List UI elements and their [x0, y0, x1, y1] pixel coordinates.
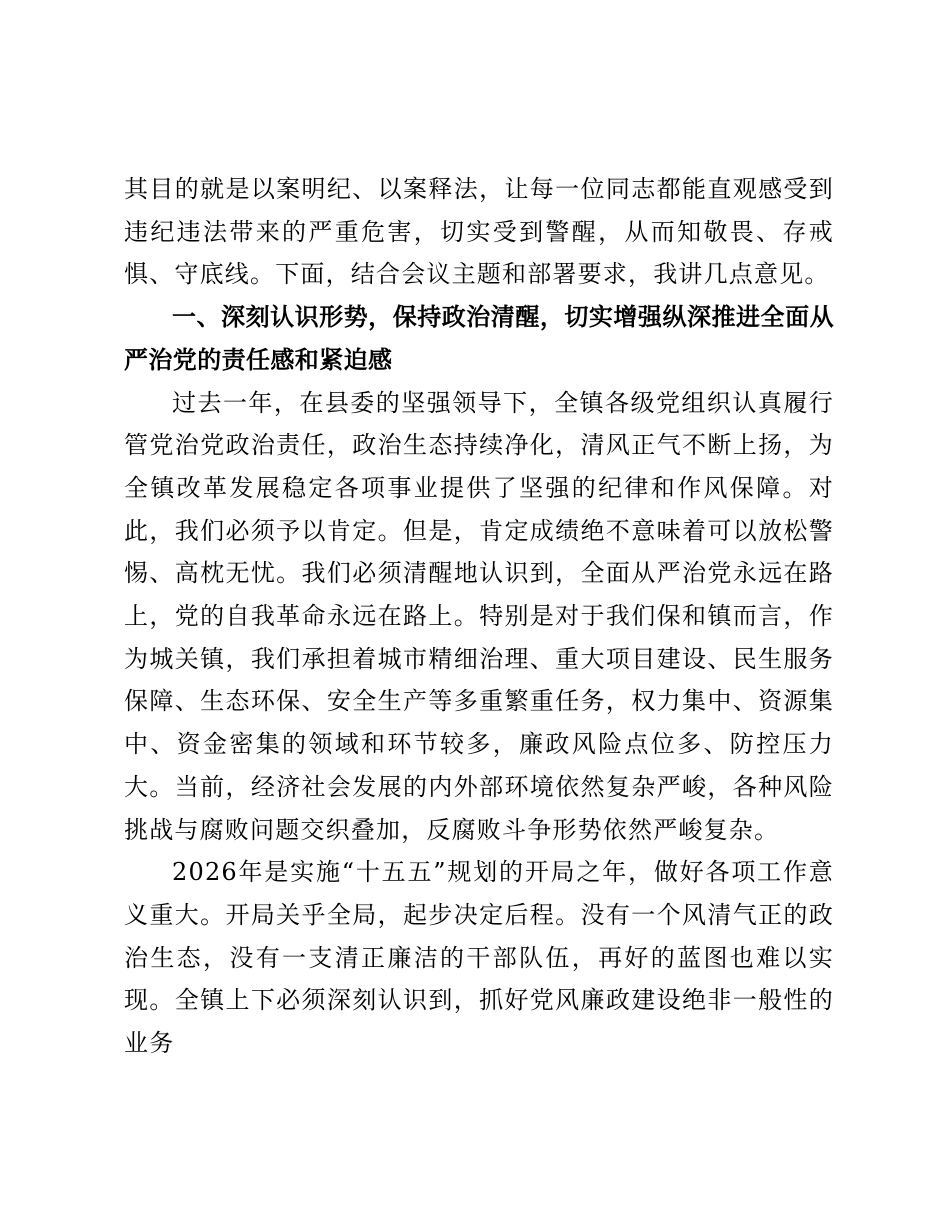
section-heading: 一、深刻认识形势，保持政治清醒，切实增强纵深推进全面从严治党的责任感和紧迫感	[124, 303, 834, 374]
document-body	[124, 168, 834, 1065]
paragraph: 过去一年，在县委的坚强领导下，全镇各级党组织认真履行管党治党政治责任，政治生态持续净化，清风正气不断上扬，为全镇改革发展稳定各项事业提供了坚强的纪律和作风保障。对此，我们必须予以肯定。但是，肯定成绩绝不意味着可以放松警惕、高枕无忧。我们必须清醒地认识到，全面从严治党永远在路上，党的自我革命永远在路上。特别是对于我们保和镇而言，作为城关镇，我们承担着城市精细治理、重大项目建设、民生服务保障、生态环保、安全生产等多重繁重任务，权力集中、资源集中、资金密集的领域和环节较多，廉政风险点位多、防控压力大。当前，经济社会发展的内外部环境依然复杂严峻，各种风险挑战与腐败问题交织叠加，反腐败斗争形势依然严峻复杂。	[124, 388, 834, 844]
paragraph-continued: 其目的就是以案明纪、以案释法，让每一位同志都能直观感受到违纪违法带来的严重危害，切实受到警醒，从而知敬畏、存戒惧、守底线。下面，结合会议主题和部署要求，我讲几点意见。	[124, 175, 834, 289]
paragraph: 2026年是实施“十五五”规划的开局之年，做好各项工作意义重大。开局关乎全局，起步决定后程。没有一个风清气正的政治生态，没有一支清正廉洁的干部队伍，再好的蓝图也难以实现。全镇上下必须深刻认识到，抓好党风廉政建设绝非一般性的业务	[124, 858, 834, 1058]
